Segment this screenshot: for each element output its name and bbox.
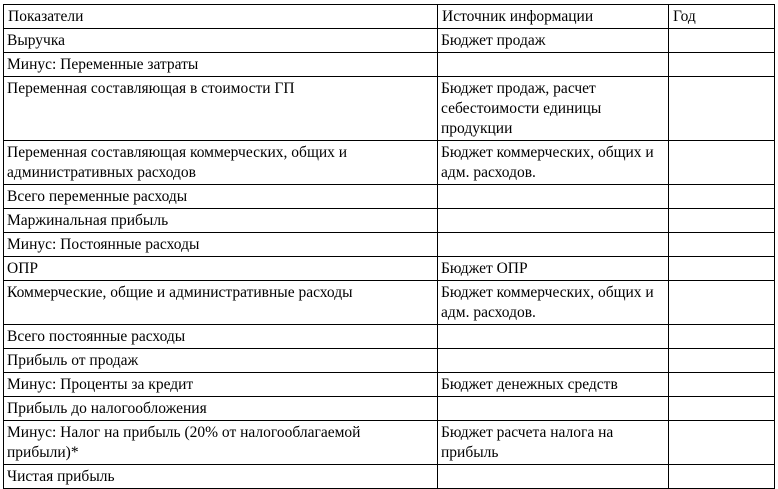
year-cell bbox=[669, 185, 775, 209]
year-cell bbox=[669, 373, 775, 397]
table-row bbox=[4, 185, 775, 209]
table-row bbox=[4, 233, 775, 257]
indicator-cell: ОПР bbox=[4, 257, 438, 281]
indicator-cell: Переменная составляющая коммерческих, общих и административных расходов bbox=[4, 141, 438, 185]
year-cell bbox=[669, 257, 775, 281]
year-cell bbox=[669, 397, 775, 421]
indicator-cell: Переменная составляющая в стоимости ГП bbox=[4, 77, 438, 141]
source-cell bbox=[438, 209, 669, 233]
indicator-cell: Прибыль до налогообложения bbox=[4, 397, 438, 421]
indicator-cell: Чистая прибыль bbox=[4, 465, 438, 489]
source-cell bbox=[438, 53, 669, 77]
indicator-cell: Выручка bbox=[4, 29, 438, 53]
indicator-cell: Всего переменные расходы bbox=[4, 185, 438, 209]
year-cell bbox=[669, 53, 775, 77]
source-cell bbox=[438, 325, 669, 349]
source-cell: Бюджет ОПР bbox=[438, 257, 669, 281]
table-row bbox=[4, 141, 775, 185]
table-row bbox=[4, 349, 775, 373]
indicator-cell: Минус: Проценты за кредит bbox=[4, 373, 438, 397]
indicator-cell: Прибыль от продаж bbox=[4, 349, 438, 373]
table-row bbox=[4, 257, 775, 281]
table-row bbox=[4, 373, 775, 397]
source-cell: Бюджет коммерческих, общих и адм. расходов. bbox=[438, 281, 669, 325]
indicator-cell: Минус: Налог на прибыль (20% от налогооблагаемой прибыли)* bbox=[4, 421, 438, 465]
table-row bbox=[4, 281, 775, 325]
profit-budget-table bbox=[3, 4, 775, 489]
header-source: Источник информации bbox=[438, 5, 669, 29]
table-row bbox=[4, 421, 775, 465]
table-row bbox=[4, 29, 775, 53]
year-cell bbox=[669, 349, 775, 373]
table-row bbox=[4, 209, 775, 233]
header-year: Год bbox=[669, 5, 775, 29]
indicator-cell: Минус: Переменные затраты bbox=[4, 53, 438, 77]
indicator-cell: Всего постоянные расходы bbox=[4, 325, 438, 349]
year-cell bbox=[669, 77, 775, 141]
year-cell bbox=[669, 421, 775, 465]
year-cell bbox=[669, 281, 775, 325]
year-cell bbox=[669, 209, 775, 233]
year-cell bbox=[669, 233, 775, 257]
source-cell: Бюджет расчета налога на прибыль bbox=[438, 421, 669, 465]
source-cell: Бюджет коммерческих, общих и адм. расходов. bbox=[438, 141, 669, 185]
year-cell bbox=[669, 29, 775, 53]
year-cell bbox=[669, 141, 775, 185]
table-row bbox=[4, 77, 775, 141]
table-row bbox=[4, 325, 775, 349]
budget-document bbox=[3, 4, 775, 489]
source-cell: Бюджет продаж bbox=[438, 29, 669, 53]
indicator-cell: Коммерческие, общие и административные расходы bbox=[4, 281, 438, 325]
table-header-row bbox=[4, 5, 775, 29]
year-cell bbox=[669, 325, 775, 349]
table-row bbox=[4, 397, 775, 421]
source-cell: Бюджет продаж, расчет себестоимости единицы продукции bbox=[438, 77, 669, 141]
indicator-cell: Маржинальная прибыль bbox=[4, 209, 438, 233]
source-cell: Бюджет денежных средств bbox=[438, 373, 669, 397]
table-row bbox=[4, 53, 775, 77]
source-cell bbox=[438, 397, 669, 421]
source-cell bbox=[438, 185, 669, 209]
source-cell bbox=[438, 233, 669, 257]
indicator-cell: Минус: Постоянные расходы bbox=[4, 233, 438, 257]
source-cell bbox=[438, 349, 669, 373]
header-indicators: Показатели bbox=[4, 5, 438, 29]
